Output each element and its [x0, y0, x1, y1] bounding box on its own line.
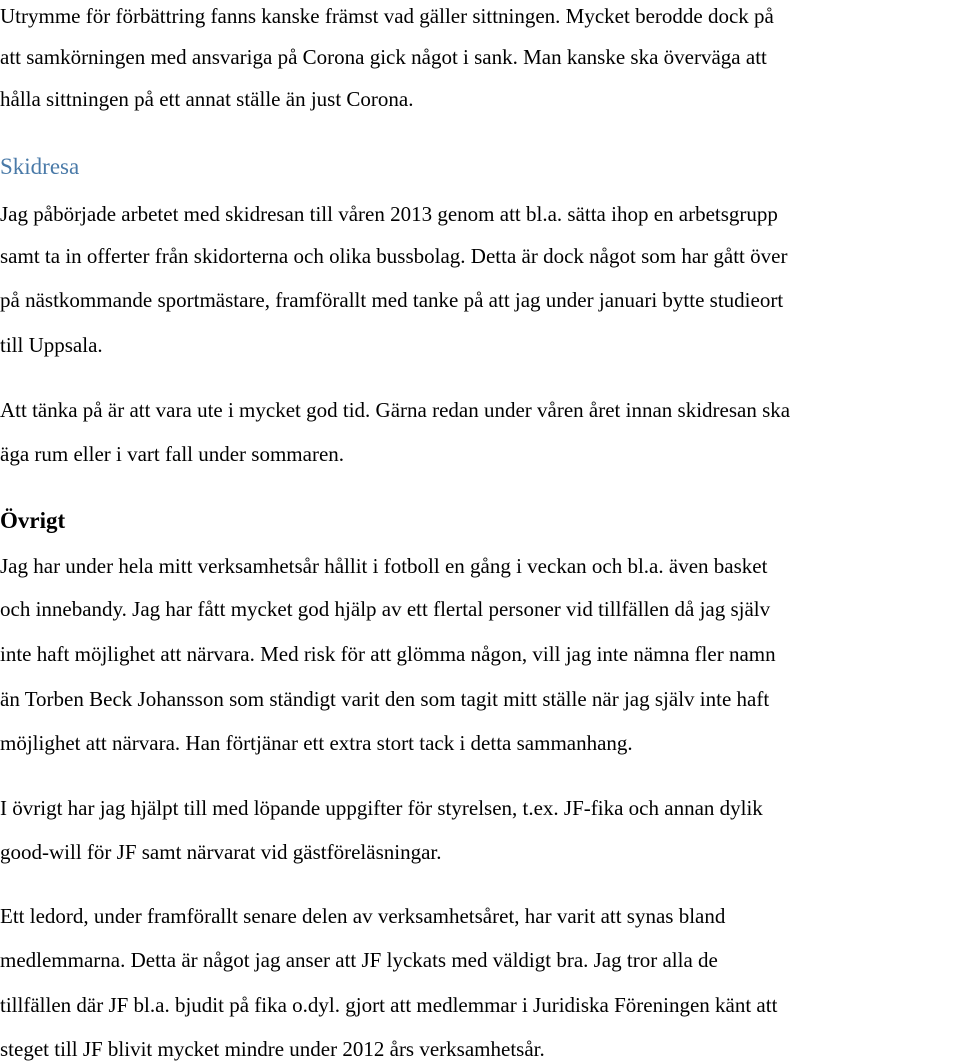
intro-line-3: hålla sittningen på ett annat ställe än just Corona. — [0, 87, 414, 111]
ovrigt-p1-line-2: och innebandy. Jag har fått mycket god hjälp av ett flertal personer vid tillfällen då jag själv — [0, 597, 771, 621]
skidresa-p1-line-3: på nästkommande sportmästare, framförallt med tanke på att jag under januari bytte studieort — [0, 288, 784, 312]
ovrigt-p1-line-3: inte haft möjlighet att närvara. Med risk för att glömma någon, vill jag inte nämna fler namn — [0, 642, 776, 666]
ovrigt-p1-line-4: än Torben Beck Johansson som ständigt varit den som tagit mitt ställe när jag själv inte haft — [0, 687, 770, 711]
ovrigt-p2-line-1: I övrigt har jag hjälpt till med löpande uppgifter för styrelsen, t.ex. JF-fika och annan dylik — [0, 796, 763, 820]
ovrigt-p3-line-3: tillfällen där JF bl.a. bjudit på fika o.dyl. gjort att medlemmar i Juridiska Föreningen känt att — [0, 993, 778, 1017]
ovrigt-p3-line-4: steget till JF blivit mycket mindre under 2012 års verksamhetsår. — [0, 1037, 545, 1061]
skidresa-p1-line-1: Jag påbörjade arbetet med skidresan till våren 2013 genom att bl.a. sätta ihop en arbetsgrupp — [0, 202, 778, 226]
skidresa-p2-line-2: äga rum eller i vart fall under sommaren. — [0, 442, 345, 466]
skidresa-p1-line-4: till Uppsala. — [0, 333, 103, 357]
intro-line-2: att samkörningen med ansvariga på Corona gick något i sank. Man kanske ska överväga att — [0, 45, 767, 69]
ovrigt-p1-line-5: möjlighet att närvara. Han förtjänar ett extra stort tack i detta sammanhang. — [0, 731, 633, 755]
section-heading-skidresa: Skidresa — [0, 154, 80, 179]
intro-line-1: Utrymme för förbättring fanns kanske främst vad gäller sittningen. Mycket berodde dock på — [0, 4, 774, 28]
ovrigt-p2-line-2: good-will för JF samt närvarat vid gästföreläsningar. — [0, 840, 442, 864]
ovrigt-p1-line-1: Jag har under hela mitt verksamhetsår hållit i fotboll en gång i veckan och bl.a. även basket — [0, 554, 768, 578]
skidresa-p1-line-2: samt ta in offerter från skidorterna och olika bussbolag. Detta är dock något som har gått över — [0, 244, 788, 268]
ovrigt-p3-line-1: Ett ledord, under framförallt senare delen av verksamhetsåret, har varit att synas bland — [0, 904, 726, 928]
ovrigt-p3-line-2: medlemmarna. Detta är något jag anser att JF lyckats med väldigt bra. Jag tror alla de — [0, 948, 718, 972]
section-heading-ovrigt: Övrigt — [0, 508, 66, 533]
skidresa-p2-line-1: Att tänka på är att vara ute i mycket god tid. Gärna redan under våren året innan skidresan ska — [0, 398, 791, 422]
